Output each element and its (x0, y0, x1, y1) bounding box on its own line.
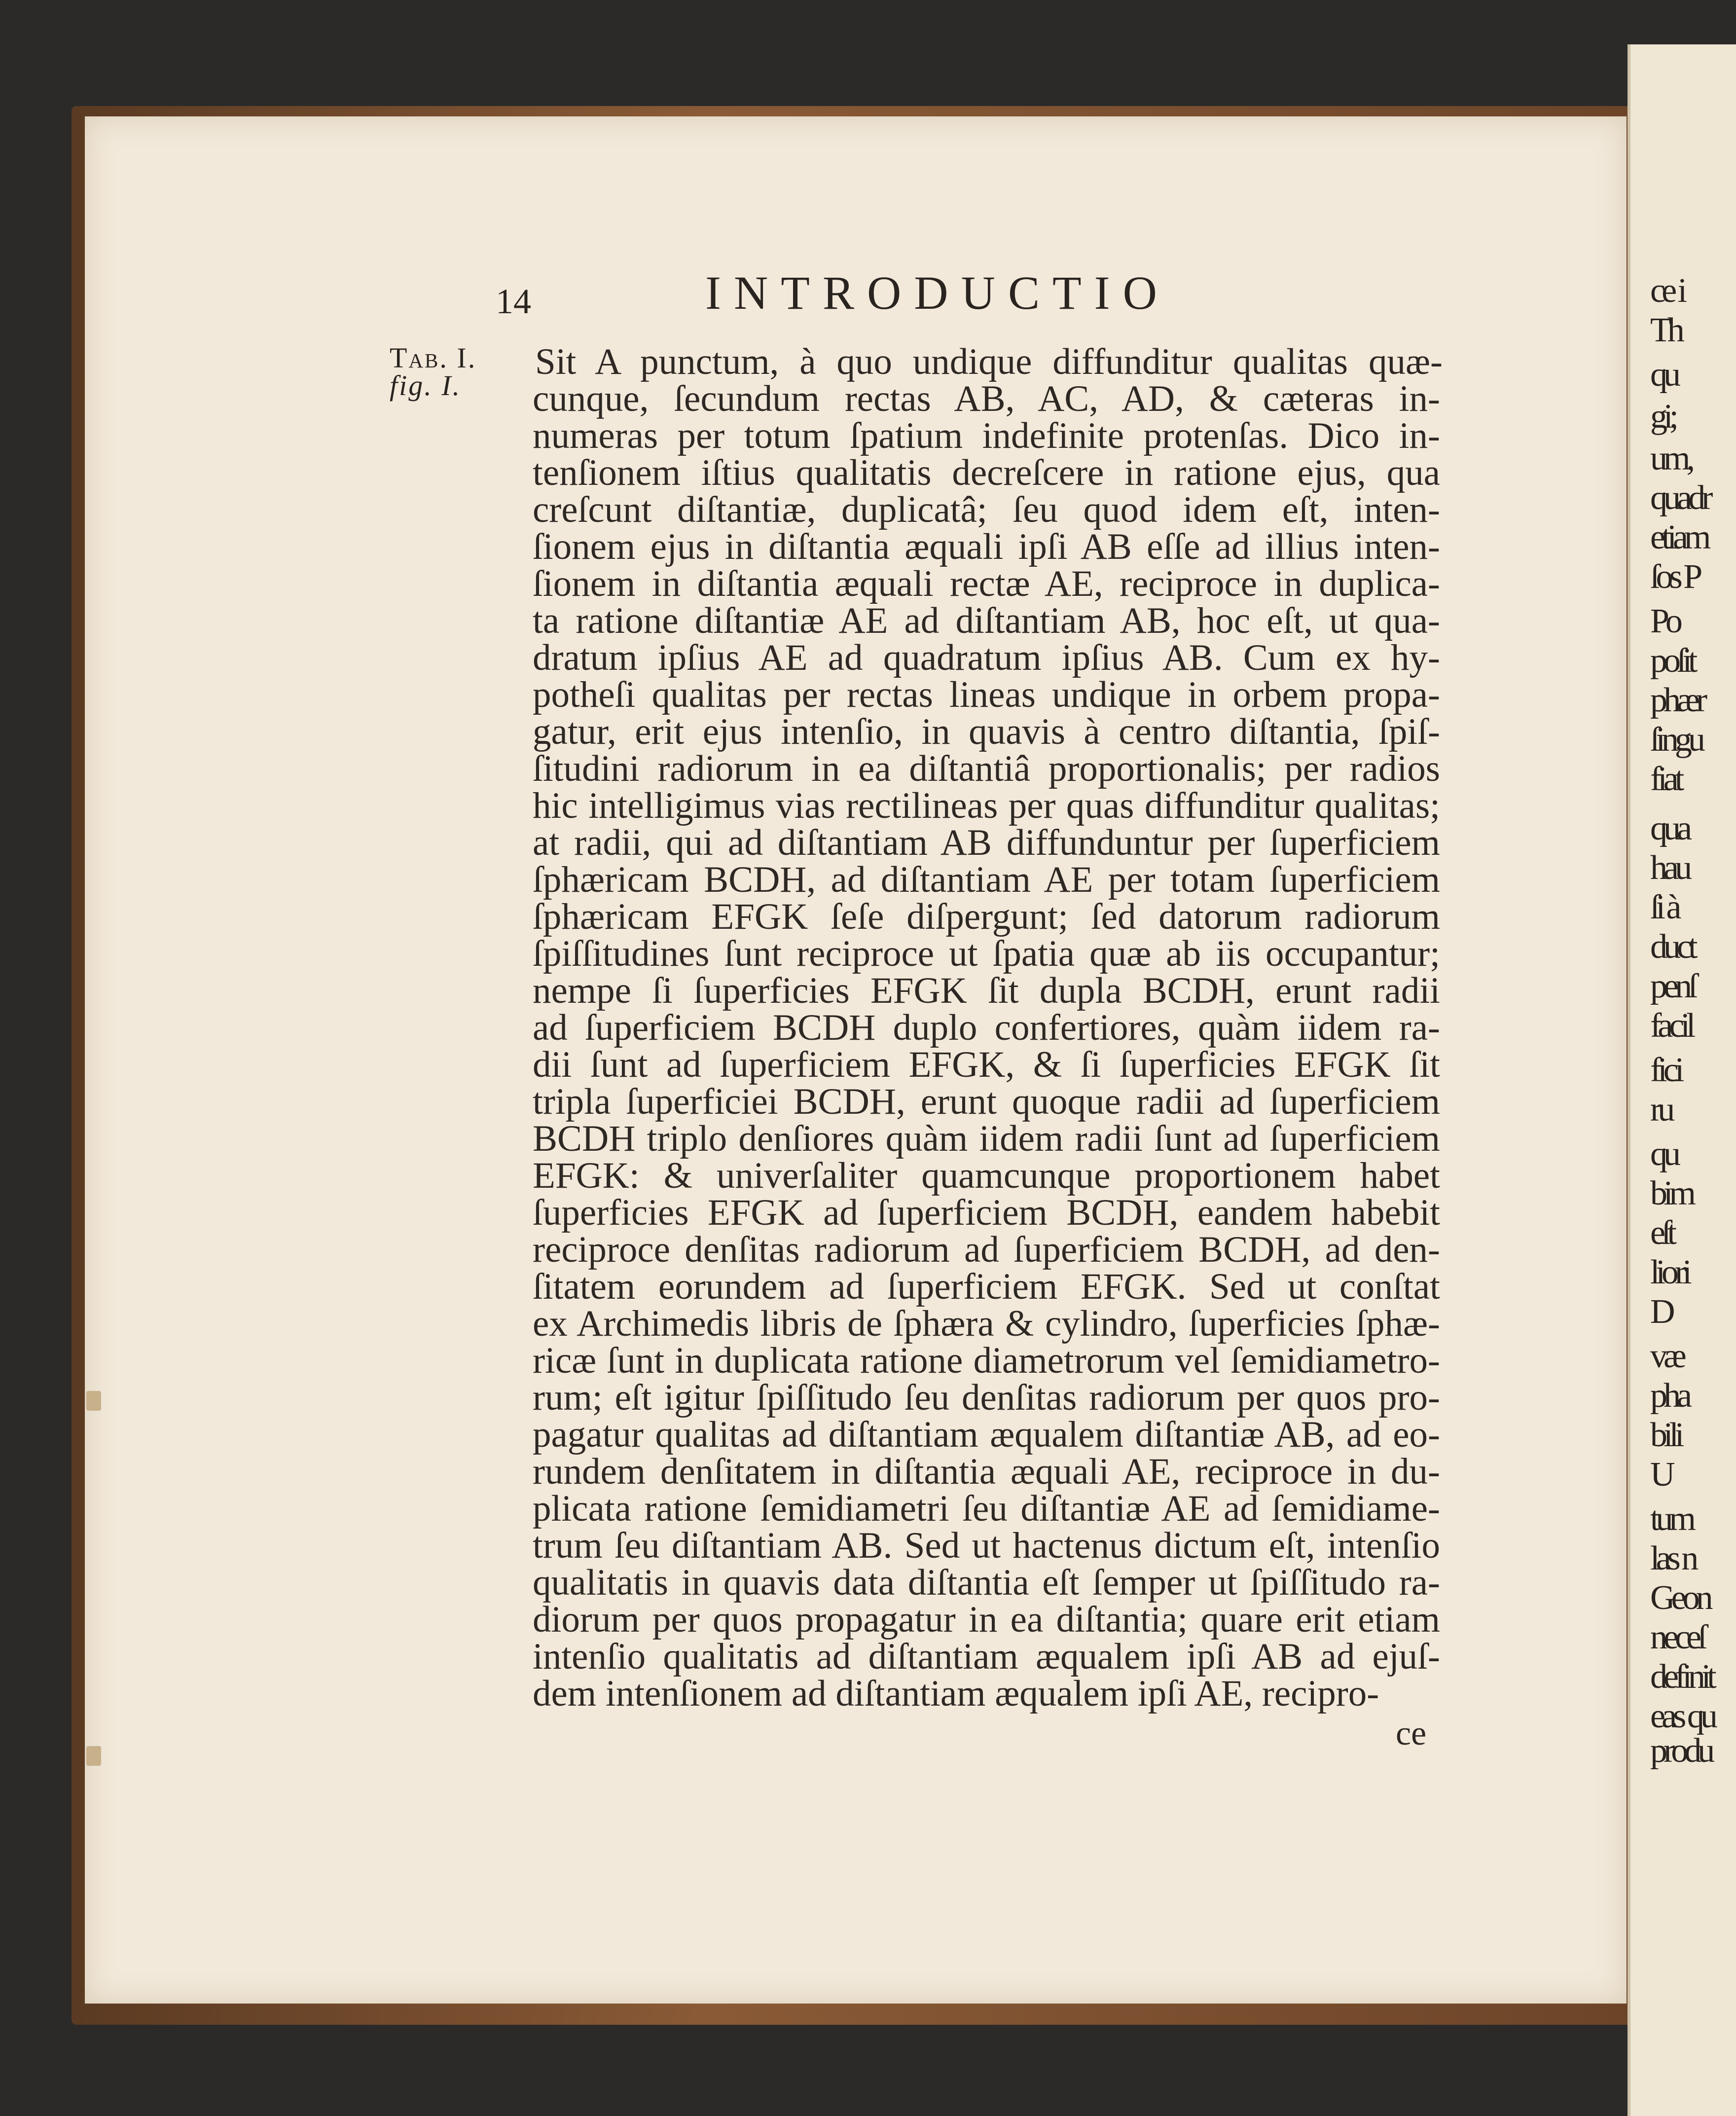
text-line: ſitudini radiorum in ea diſtantiâ proportionalis; per radios (533, 748, 1440, 789)
text-line: dii ſunt ad ſuperficiem EFGK, & ſi ſuperficies EFGK ſit (533, 1044, 1440, 1085)
facing-fragment: neceſ (1650, 1618, 1703, 1656)
facing-fragment: quadr (1650, 479, 1709, 517)
facing-fragment: produ (1650, 1732, 1711, 1770)
text-line: EFGK: & univerſaliter quamcunque proportionem habet (533, 1155, 1440, 1196)
text-line: reciproce denſitas radiorum ad ſuperficiem BCDH, ad den- (533, 1229, 1440, 1270)
text-line: BCDH triplo denſiores quàm iidem radii ſunt ad ſuperficiem (533, 1118, 1440, 1159)
facing-fragment: Th (1650, 311, 1681, 349)
text-line: hic intelligimus vias rectilineas per quas diffunditur qualitas; (533, 785, 1440, 826)
text-line: pagatur qualitas ad diſtantiam æqualem diſtantiæ AB, ad eo- (533, 1414, 1440, 1455)
facing-fragment: qu (1650, 356, 1677, 394)
text-line: nempe ſi ſuperficies EFGK ſit dupla BCDH, erunt radii (533, 970, 1440, 1011)
text-line: numeras per totum ſpatium indefinite protenſas. Dico in- (533, 415, 1440, 456)
facing-fragment: phær (1650, 681, 1703, 719)
margin-note-figure: fig. I. (390, 369, 462, 401)
binding-mark (86, 1746, 101, 1766)
facing-fragment: liori (1650, 1253, 1688, 1291)
text-line: at radii, qui ad diſtantiam AB diffunduntur per ſuperficiem (533, 822, 1440, 863)
facing-fragment: poſit (1650, 642, 1694, 680)
catchword: ce (1396, 1715, 1427, 1752)
facing-fragment: bim (1650, 1174, 1692, 1212)
text-line: ſphæricam EFGK ſeſe diſpergunt; ſed datorum radiorum (533, 896, 1440, 937)
text-line: dratum ipſius AE ad quadratum ipſius AB. Cum ex hy- (533, 637, 1440, 678)
running-head: INTRODUCTIO (705, 266, 1170, 319)
facing-fragment: tum (1650, 1500, 1692, 1538)
text-line: cunque, ſecundum rectas AB, AC, AD, & cæteras in- (533, 378, 1440, 419)
facing-page (1628, 44, 1736, 2116)
facing-fragment: eas qu (1650, 1697, 1714, 1735)
facing-fragment: um, (1650, 439, 1691, 477)
facing-fragment: hau (1650, 849, 1689, 887)
facing-fragment: fiat (1650, 760, 1681, 798)
facing-fragment: qua (1650, 809, 1689, 847)
facing-fragment: qu (1650, 1135, 1677, 1173)
text-line: qualitatis in quavis data diſtantia eſt ſemper ut ſpiſſitudo ra- (533, 1562, 1440, 1603)
text-line: ta ratione diſtantiæ AE ad diſtantiam AB, hoc eſt, ut qua- (533, 600, 1440, 641)
facing-fragment: D (1650, 1293, 1671, 1331)
facing-fragment: gi; (1650, 398, 1675, 436)
text-line: rundem denſitatem in diſtantia æquali AE, reciproce in du- (533, 1451, 1440, 1492)
facing-fragment: eſt (1650, 1214, 1673, 1252)
text-line: ſuperficies EFGK ad ſuperficiem BCDH, eandem habebit (533, 1192, 1440, 1233)
text-line: ſpiſſitudines ſunt reciproce ut ſpatia quæ ab iis occupantur; (533, 933, 1440, 974)
text-line: dem intenſionem ad diſtantiam æqualem ipſi AE, recipro- (533, 1673, 1379, 1714)
text-line: Sit A punctum, à quo undique diffunditur qualitas quæ- (535, 341, 1443, 382)
binding-mark (86, 1391, 101, 1411)
facing-fragment: penſ (1650, 967, 1694, 1005)
text-line: potheſi qualitas per rectas lineas undique in orbem propa- (533, 674, 1440, 715)
facing-fragment: pha (1650, 1377, 1689, 1415)
facing-fragment: las n (1650, 1539, 1695, 1577)
facing-fragment: facil (1650, 1007, 1692, 1045)
facing-fragment: ce i (1650, 272, 1684, 310)
facing-fragment: væ (1650, 1337, 1683, 1375)
facing-fragment: definit (1650, 1658, 1713, 1696)
facing-fragment: bili (1650, 1416, 1681, 1454)
text-line: ricæ ſunt in duplicata ratione diametrorum vel ſemidiametro- (533, 1340, 1440, 1381)
facing-fragment: Geon (1650, 1579, 1709, 1617)
facing-fragment: ru (1650, 1091, 1671, 1129)
text-line: tripla ſuperficiei BCDH, erunt quoque radii ad ſuperficiem (533, 1081, 1440, 1122)
facing-fragment: etiam (1650, 518, 1707, 556)
text-line: rum; eſt igitur ſpiſſitudo ſeu denſitas radiorum per quos pro- (533, 1377, 1440, 1418)
text-line: ad ſuperficiem BCDH duplo confertiores, quàm iidem ra- (533, 1007, 1440, 1048)
text-line: ſionem in diſtantia æquali rectæ AE, reciproce in duplica- (533, 563, 1440, 604)
text-line: ſionem ejus in diſtantia æquali ipſi AB eſſe ad illius inten- (533, 526, 1440, 567)
text-line: ſitatem eorundem ad ſuperficiem EFGK. Sed ut conſtat (533, 1266, 1440, 1307)
facing-fragment: ſingu (1650, 721, 1701, 759)
facing-fragment: fici (1650, 1051, 1681, 1089)
page-number: 14 (496, 282, 531, 321)
text-line: creſcunt diſtantiæ, duplicatâ; ſeu quod idem eſt, inten- (533, 489, 1440, 530)
text-line: gatur, erit ejus intenſio, in quavis à centro diſtantia, ſpiſ- (533, 711, 1440, 752)
text-line: ſphæricam BCDH, ad diſtantiam AE per totam ſuperficiem (533, 859, 1440, 900)
facing-fragment: Po (1650, 602, 1679, 640)
text-line: plicata ratione ſemidiametri ſeu diſtantiæ AE ad ſemidiame- (533, 1488, 1440, 1529)
text-line: ex Archimedis libris de ſphæra & cylindro, ſuperficies ſphæ- (533, 1303, 1440, 1344)
text-line: intenſio qualitatis ad diſtantiam æqualem ipſi AB ad ejuſ- (533, 1636, 1440, 1677)
facing-fragment: ſi à (1650, 888, 1678, 926)
text-line: diorum per quos propagatur in ea diſtantia; quare erit etiam (533, 1599, 1440, 1640)
facing-fragment: U (1650, 1456, 1671, 1494)
text-line: trum ſeu diſtantiam AB. Sed ut hactenus dictum eſt, intenſio (533, 1525, 1440, 1566)
margin-note-table: Tab. I. (390, 342, 477, 374)
facing-fragment: ſos P (1650, 558, 1699, 596)
facing-fragment: duct (1650, 928, 1694, 966)
text-line: tenſionem iſtius qualitatis decreſcere in ratione ejus, qua (533, 452, 1440, 493)
